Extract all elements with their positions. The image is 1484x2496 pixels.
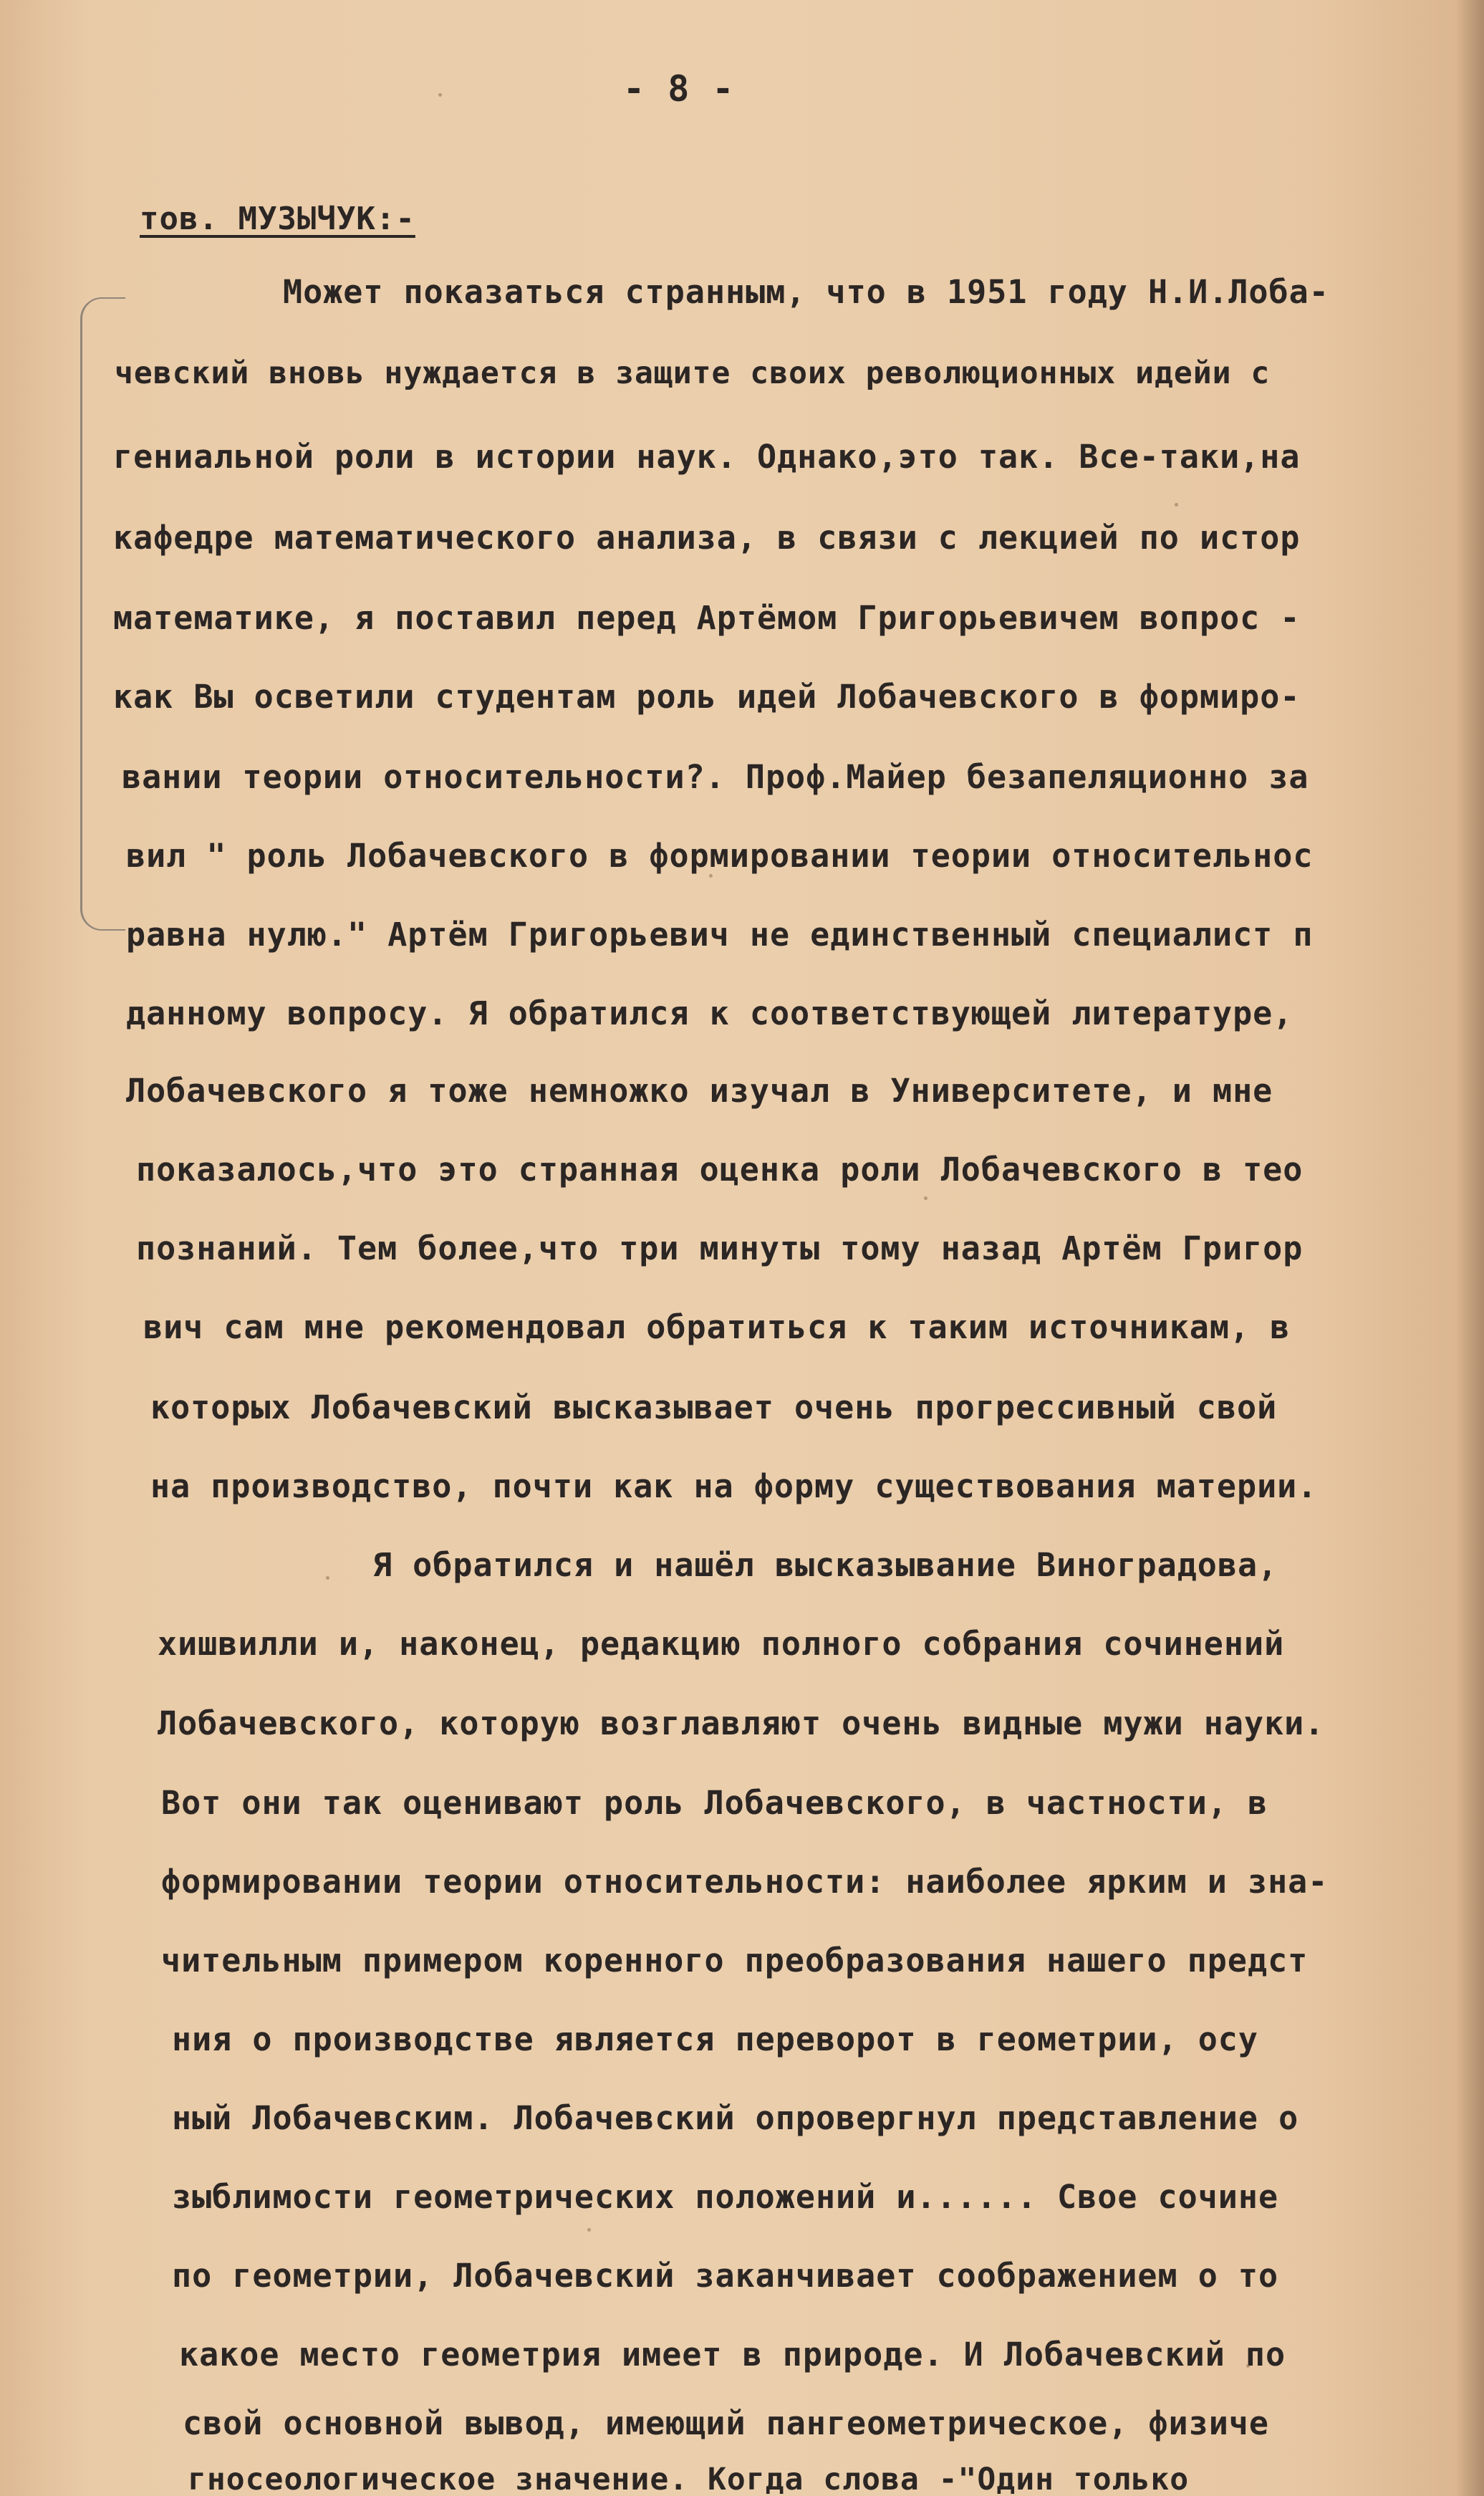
text-line: математике, я поставил перед Артёмом Григорьевичем вопрос - xyxy=(113,599,1301,637)
text-line: зыблимости геометрических положений и...... Свое сочине xyxy=(172,2178,1279,2216)
text-line: чительным примером коренного преобразования нашего предст xyxy=(161,1941,1309,1979)
text-line: чевский вновь нуждается в защите своих революционных идейи с xyxy=(115,355,1271,391)
text-line: Я обратился и нашёл высказывание Виноградова, xyxy=(372,1546,1278,1584)
page-number: - 8 - xyxy=(623,68,735,110)
text-line: вил " роль Лобачевского в формировании теории относительнос xyxy=(126,837,1314,875)
text-line: гениальной роли в истории наук. Однако,это так. Все-таки,на xyxy=(113,438,1301,476)
page-edge-shadow xyxy=(1455,0,1484,2496)
text-line: по геометрии, Лобачевский заканчивает соображением о то xyxy=(172,2257,1279,2295)
text-line: познаний. Тем более,что три минуты тому назад Артём Григор xyxy=(136,1229,1304,1267)
text-line: свой основной вывод, имеющий пангеометрическое, физиче xyxy=(183,2404,1269,2442)
speaker-heading: тов. МУЗЫЧУК:- xyxy=(140,201,415,237)
text-line: какое место геометрия имеет в природе. И Лобачевский по xyxy=(179,2336,1286,2373)
text-line: которых Лобачевский высказывает очень прогрессивный свой xyxy=(150,1388,1278,1426)
text-line: Вот они так оценивают роль Лобачевского, в частности, в xyxy=(161,1784,1268,1822)
text-line: показалось,что это странная оценка роли Лобачевского в тео xyxy=(136,1151,1304,1189)
text-line: данному вопросу. Я обратился к соответствующей литературе, xyxy=(126,994,1293,1032)
text-line: кафедре математического анализа, в связи с лекцией по истор xyxy=(113,519,1301,557)
text-line: хишвилли и, наконец, редакцию полного собрания сочинений xyxy=(158,1625,1285,1663)
text-line: формировании теории относительности: наиболее ярким и зна- xyxy=(161,1863,1329,1901)
text-line: равна нулю." Артём Григорьевич не единственный специалист п xyxy=(126,916,1314,954)
text-line: вич сам мне рекомендовал обратиться к таким источникам, в xyxy=(143,1308,1291,1346)
text-line: вании теории относительности?. Проф.Майер безапеляционно за xyxy=(122,758,1309,796)
text-line: Лобачевского, которую возглавляют очень видные мужи науки. xyxy=(158,1704,1325,1742)
text-line: ный Лобачевским. Лобачевский опровергнул представление о xyxy=(172,2099,1299,2137)
text-line: как Вы осветили студентам роль идей Лобачевского в формиро- xyxy=(113,678,1301,716)
text-line: Лобачевского я тоже немножко изучал в Университете, и мне xyxy=(126,1072,1273,1110)
text-line: ния о производстве является переворот в геометрии, осу xyxy=(172,2020,1258,2058)
text-line: на производство, почти как на форму существования материи. xyxy=(150,1467,1318,1505)
text-line: Может показаться странным, что в 1951 году Н.И.Лоба- xyxy=(283,273,1329,311)
text-line: гносеологическое значение. Когда слова -"Один только xyxy=(188,2462,1190,2496)
